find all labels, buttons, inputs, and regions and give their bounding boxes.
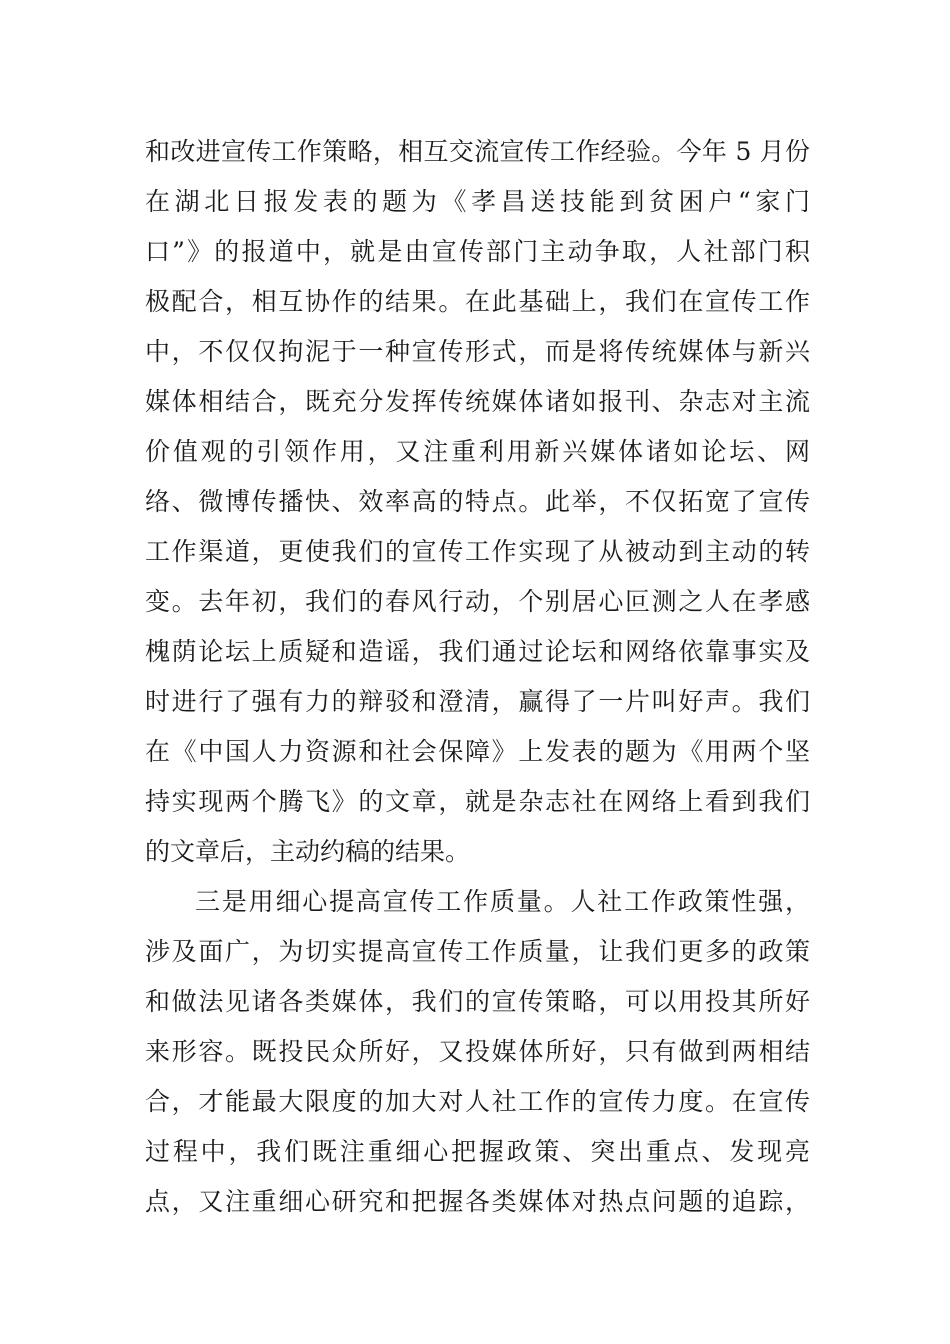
paragraph-1-line: 在《中国人力资源和社会保障》上发表的题为《用两个坚 bbox=[145, 737, 810, 766]
paragraph-2-line: 合，才能最大限度的加大对人社工作的宣传力度。在宣传 bbox=[145, 1087, 810, 1116]
paragraph-1-line: 价值观的引领作用，又注重利用新兴媒体诸如论坛、网 bbox=[145, 437, 810, 466]
paragraph-2-line: 和做法见诸各类媒体，我们的宣传策略，可以用投其所好 bbox=[145, 987, 810, 1016]
paragraph-2-line: 过程中，我们既注重细心把握政策、突出重点、发现亮 bbox=[145, 1137, 810, 1166]
paragraph-1-line: 变。去年初，我们的春风行动，个别居心叵测之人在孝感 bbox=[145, 587, 810, 616]
paragraph-2-line: 三是用细心提高宣传工作质量。人社工作政策性强， bbox=[195, 887, 810, 916]
paragraph-1-line: 和改进宣传工作策略，相互交流宣传工作经验。今年 5 月份 bbox=[145, 137, 810, 166]
paragraph-2-line: 来形容。既投民众所好，又投媒体所好，只有做到两相结 bbox=[145, 1037, 810, 1066]
paragraph-1-line: 时进行了强有力的辩驳和澄清，赢得了一片叫好声。我们 bbox=[145, 687, 810, 716]
paragraph-1-line: 极配合，相互协作的结果。在此基础上，我们在宣传工作 bbox=[145, 287, 810, 316]
paragraph-1-line: 的文章后，主动约稿的结果。 bbox=[145, 837, 471, 866]
paragraph-1-line: 持实现两个腾飞》的文章，就是杂志社在网络上看到我们 bbox=[145, 787, 810, 816]
paragraph-2-line: 涉及面广，为切实提高宣传工作质量，让我们更多的政策 bbox=[145, 937, 810, 966]
paragraph-1-line: 工作渠道，更使我们的宣传工作实现了从被动到主动的转 bbox=[145, 537, 810, 566]
paragraph-1-line: 在湖北日报发表的题为《孝昌送技能到贫困户“家门 bbox=[145, 187, 810, 216]
paragraph-1-line: 口”》的报道中，就是由宣传部门主动争取，人社部门积 bbox=[145, 237, 810, 266]
paragraph-1-line: 络、微博传播快、效率高的特点。此举，不仅拓宽了宣传 bbox=[145, 487, 810, 516]
paragraph-2-line: 点，又注重细心研究和把握各类媒体对热点问题的追踪， bbox=[145, 1187, 810, 1216]
paragraph-1-line: 中，不仅仅拘泥于一种宣传形式，而是将传统媒体与新兴 bbox=[145, 337, 810, 366]
paragraph-1-line: 媒体相结合，既充分发挥传统媒体诸如报刊、杂志对主流 bbox=[145, 387, 810, 416]
paragraph-1-line: 槐荫论坛上质疑和造谣，我们通过论坛和网络依靠事实及 bbox=[145, 637, 810, 666]
